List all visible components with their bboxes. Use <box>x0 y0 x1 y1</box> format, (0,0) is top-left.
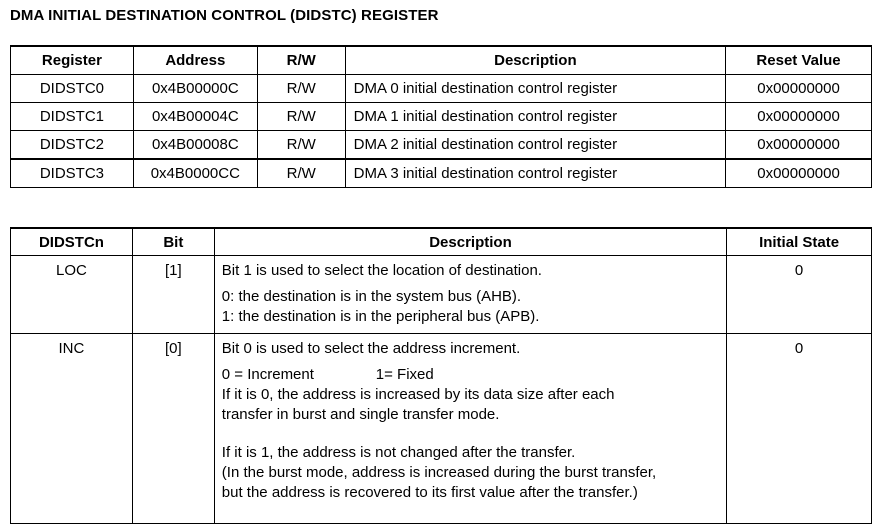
cell-bit: [1] <box>132 256 214 334</box>
table-row-loc <box>11 256 872 334</box>
inc-desc-line: If it is 1, the address is not changed after the transfer. <box>221 444 576 461</box>
cell-description: DMA 0 initial destination control register <box>345 75 725 103</box>
cell-field-name: LOC <box>11 256 133 334</box>
table-row <box>11 131 872 160</box>
cell-register: DIDSTC0 <box>11 75 134 103</box>
inc-options <box>222 365 720 385</box>
cell-bit: [0] <box>132 334 214 524</box>
cell-address: 0x4B00004C <box>133 103 257 131</box>
cell-register: DIDSTC2 <box>11 131 134 160</box>
header-reset-value: Reset Value <box>726 46 872 75</box>
inc-desc-line: Bit 0 is used to select the address increment. <box>221 340 521 357</box>
bit-table-header <box>11 228 872 256</box>
cell-description <box>214 256 726 334</box>
page-title: DMA INITIAL DESTINATION CONTROL (DIDSTC) REGISTER <box>10 7 439 24</box>
bit-field-table <box>10 227 872 524</box>
cell-description <box>214 334 726 524</box>
cell-rw: R/W <box>257 75 345 103</box>
header-address: Address <box>133 46 257 75</box>
cell-register: DIDSTC3 <box>11 159 134 188</box>
header-bit: Bit <box>132 228 214 256</box>
loc-desc-line: Bit 1 is used to select the location of destination. <box>221 262 542 279</box>
header-register: Register <box>11 46 134 75</box>
cell-description: DMA 2 initial destination control register <box>345 131 725 160</box>
table-row <box>11 103 872 131</box>
inc-desc-line: If it is 0, the address is increased by its data size after each <box>221 386 615 403</box>
register-table-header <box>11 46 872 75</box>
cell-field-name: INC <box>11 334 133 524</box>
table-row <box>11 75 872 103</box>
inc-option-increment: 0 = Increment <box>221 366 314 383</box>
table-row <box>11 159 872 188</box>
loc-desc-line: 1: the destination is in the peripheral bus (APB). <box>221 308 540 325</box>
cell-reset-value: 0x00000000 <box>726 75 872 103</box>
header-description: Description <box>214 228 726 256</box>
inc-desc-line: transfer in burst and single transfer mode. <box>221 406 500 423</box>
header-initial-state: Initial State <box>727 228 872 256</box>
cell-reset-value: 0x00000000 <box>726 159 872 188</box>
cell-initial-state: 0 <box>727 256 872 334</box>
cell-address: 0x4B00008C <box>133 131 257 160</box>
table-row-inc <box>11 334 872 524</box>
header-description: Description <box>345 46 725 75</box>
cell-rw: R/W <box>257 131 345 160</box>
loc-desc-line: 0: the destination is in the system bus (AHB). <box>221 288 522 305</box>
cell-description: DMA 3 initial destination control register <box>345 159 725 188</box>
cell-initial-state: 0 <box>727 334 872 524</box>
cell-reset-value: 0x00000000 <box>726 103 872 131</box>
inc-option-fixed: 1= Fixed <box>375 366 434 383</box>
cell-rw: R/W <box>257 159 345 188</box>
header-didstcn: DIDSTCn <box>11 228 133 256</box>
cell-description: DMA 1 initial destination control register <box>345 103 725 131</box>
cell-address: 0x4B0000CC <box>133 159 257 188</box>
cell-reset-value: 0x00000000 <box>726 131 872 160</box>
header-rw: R/W <box>257 46 345 75</box>
inc-desc-line: but the address is recovered to its first value after the transfer.) <box>221 484 638 501</box>
cell-rw: R/W <box>257 103 345 131</box>
cell-register: DIDSTC1 <box>11 103 134 131</box>
register-table <box>10 45 872 188</box>
cell-address: 0x4B00000C <box>133 75 257 103</box>
inc-desc-line: (In the burst mode, address is increased during the burst transfer, <box>221 464 657 481</box>
